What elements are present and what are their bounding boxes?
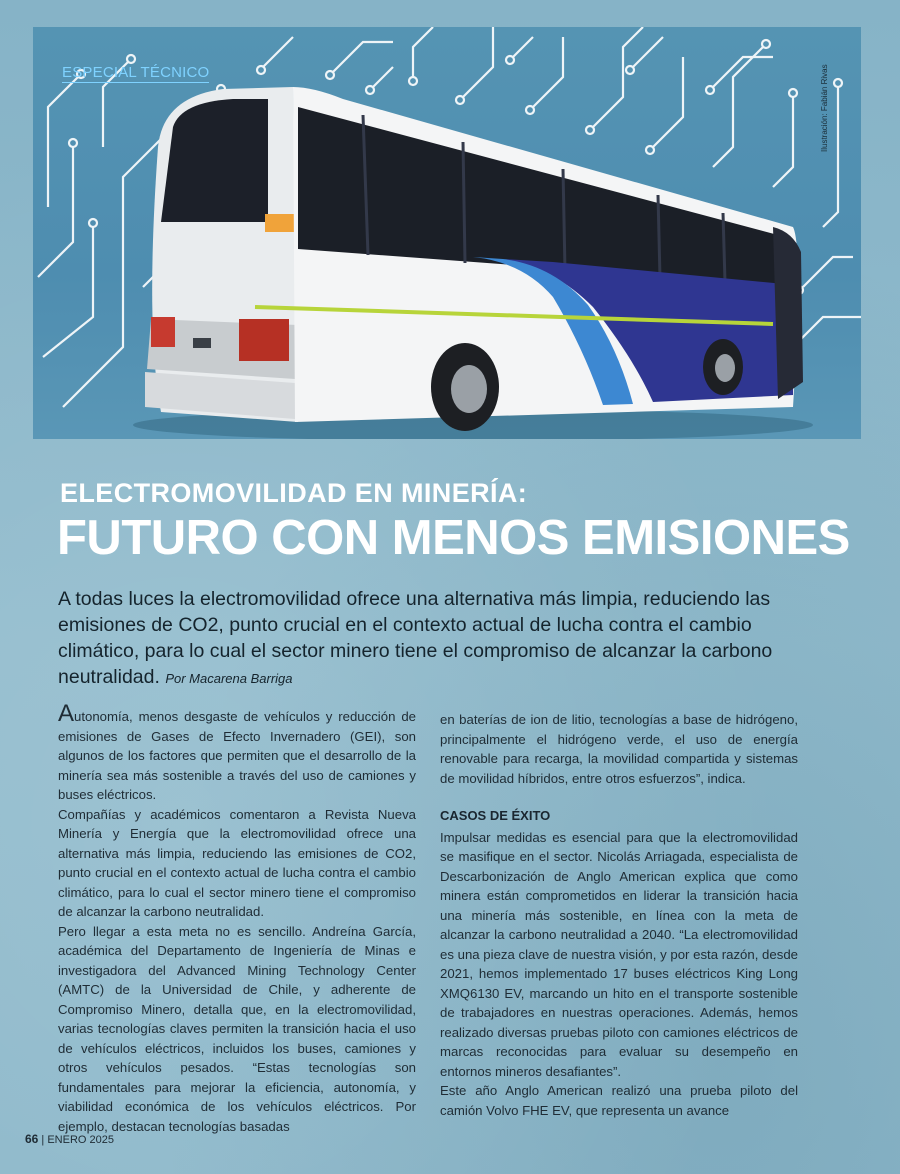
article-kicker: ELECTROMOVILIDAD EN MINERÍA: [60,478,528,508]
bus-circuit-image [33,27,861,439]
page-number: 66 [25,1132,39,1146]
body-paragraph: Impulsar medidas es esencial para que la electromovilidad se masifique en el sector. Nicolás Arriagada, especialista de Descarbonización de Anglo American explica que como minera están comprometidos en liderar la transición hacia una minería más sostenible, en línea con la meta de alcanzar la carbono neutralidad a 2040. “La electromovilidad es una pieza clave de nuestra visión, y por esta razón, desde 2021, hemos implementado 17 buses eléctricos King Long XMQ6130 EV, marcando un hito en el transporte sostenible de trabajadores en nuestras operaciones. Además, hemos realizado diversas pruebas piloto con camiones eléctricos de marcas reconocidas para evaluar su desempeño en entornos mineros desafiantes”. [440,829,798,1079]
lead-text: A todas luces la electromovilidad ofrece una alternativa más limpia, reduciendo las emisiones de CO2, punto crucial en el contexto actual de lucha contra el cambio climático, para lo cual el sector minero tiene el compromiso de alcanzar la carbono neutralidad. [58,588,773,688]
body-paragraph [58,700,416,805]
article-headline: FUTURO CON MENOS EMISIONES [57,511,850,565]
bus-illustration [33,27,861,439]
body-paragraph: Este año Anglo American realizó una prueba piloto del camión Volvo FHE EV, que representa un avance [440,1083,798,1118]
paragraph-text: utonomía, menos desgaste de vehículos y reducción de emisiones de Gases de Efecto Invernadero (GEI), son algunos de los factores que permiten que el desarrollo de la minería sea más sostenible a través del uso de camiones y buses eléctricos. [58,709,416,802]
illustration-credit: Ilustración: Fabián Rivas [820,64,829,152]
body-paragraph: Pero llegar a esta meta no es sencillo. Andreína García, académica del Departamento de Ingeniería de Minas e investigadora del Advanced Mining Technology Center (AMTC) de la Universidad de Chile, y adherente de Compromiso Minero, detalla que, en la electromovilidad, varias tecnologías claves permiten la transición hacia el uso de vehículos eléctricos, incluidos los buses, camiones y otros vehículos pesados. “Estas tecnologías son fundamentales para mejorar la eficiencia, autonomía, y viabilidad económica de los vehículos eléctricos. Por ejemplo, destacan tecnologías basadas [58,923,416,1134]
body-paragraph: Compañías y académicos comentaron a Revista Nueva Minería y Energía que la electromovilidad ofrece una alternativa más limpia, reduciendo las emisiones de CO2, punto crucial en el contexto actual de lucha contra el cambio climático, para lo cual el sector minero tiene el compromiso de alcanzar la carbono neutralidad. [58,806,416,919]
section-tag: ESPECIAL TÉCNICO [62,64,210,81]
body-column-right [440,710,798,1120]
drop-cap: A [58,700,75,727]
byline: Por Macarena Barriga [165,671,293,686]
footer-separator: | [38,1134,48,1146]
body-column-left [58,700,416,1136]
article-lead [58,586,803,692]
page-footer [25,1132,114,1146]
body-paragraph: en baterías de ion de litio, tecnologías a base de hidrógeno, principalmente el hidrógeno verde, el uso de energía renovable para recarga, la movilidad compartida y sistemas de movilidad híbridos, entre otros esfuerzos”, indica. [440,712,798,786]
issue-date: ENERO 2025 [47,1134,114,1146]
section-subhead: CASOS DE ÉXITO [440,808,551,823]
